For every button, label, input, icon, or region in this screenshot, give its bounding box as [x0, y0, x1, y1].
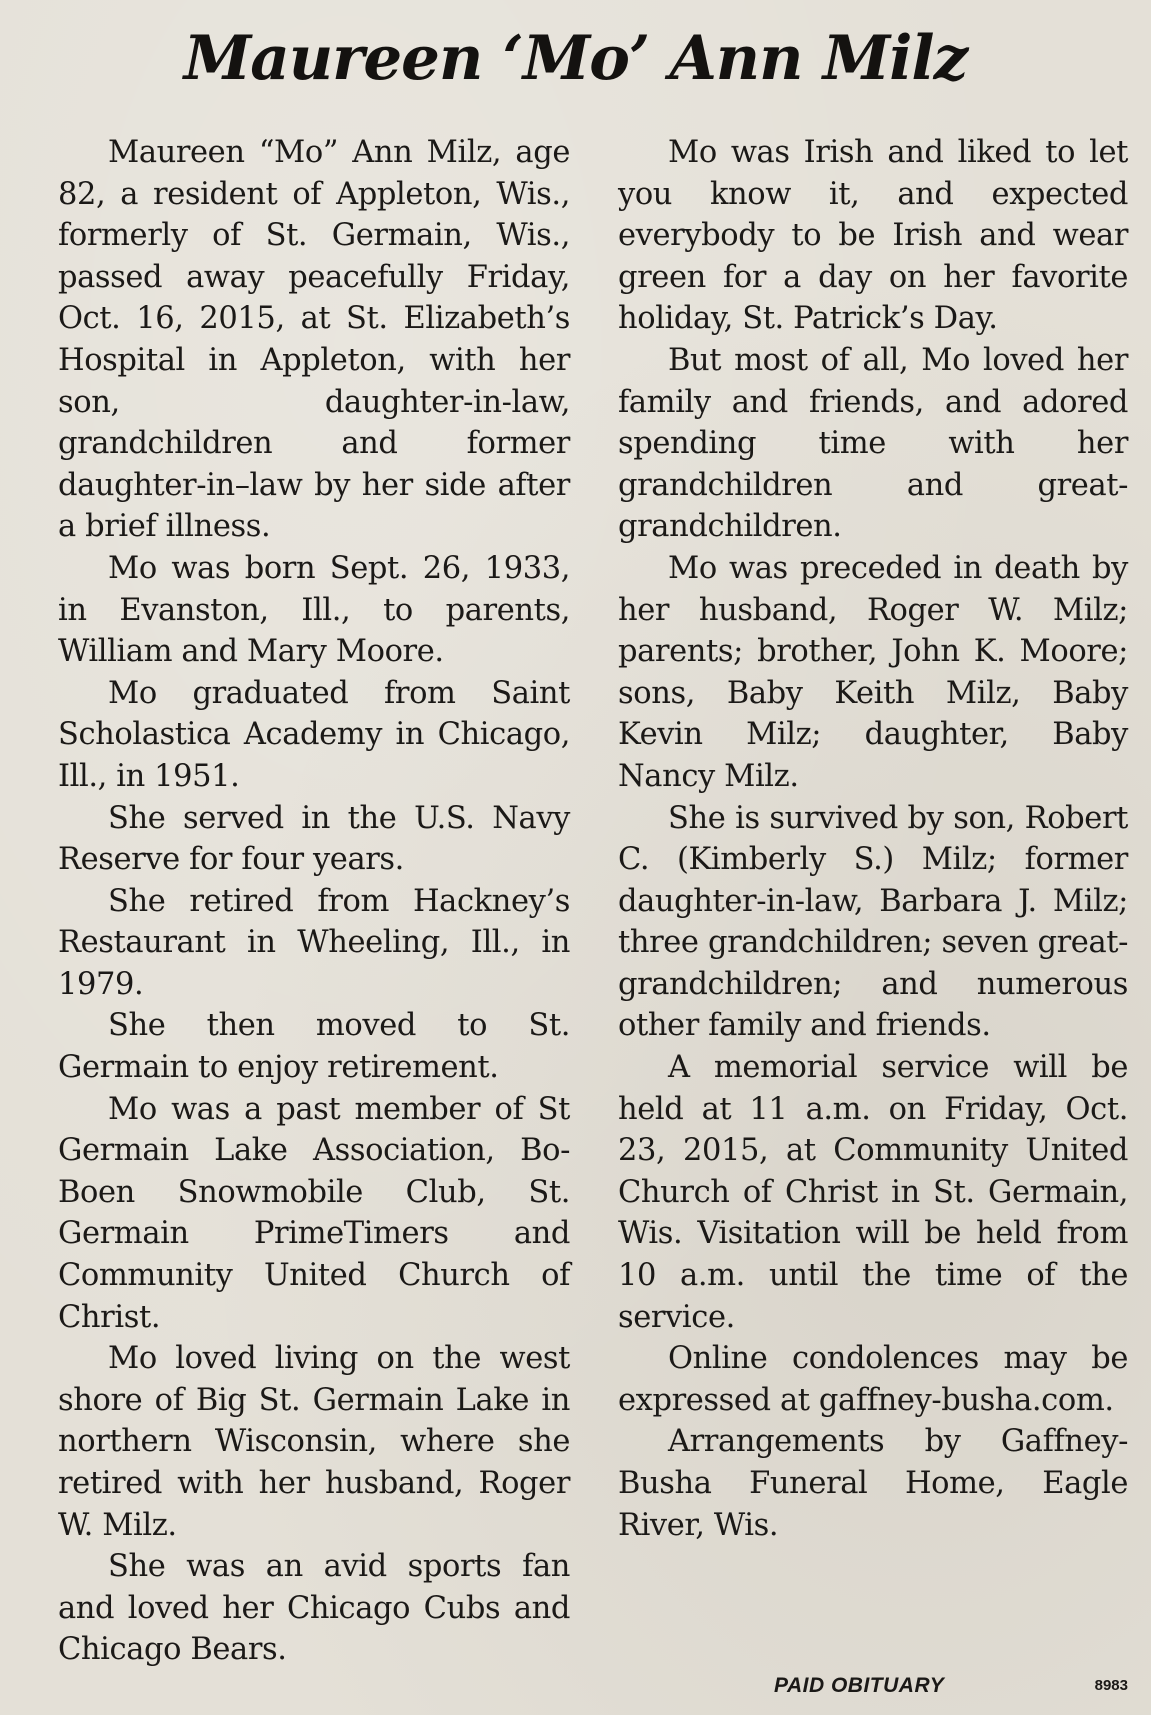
paragraph: A memorial service will be held at 11 a.m. on Friday, Oct. 23, 2015, at Community United Church of Christ in St. Germain, Wis. Visitation will be held from 10 a.m. until the time of the service. [618, 1050, 1128, 1335]
paragraph: Mo graduated from Saint Scholastica Academy in Chicago, Ill., in 1951. [58, 675, 570, 794]
paragraph: Mo was Irish and liked to let you know it, and expected everybody to be Irish and wear green for a day on her favorite holiday, St. Patrick’s Day. [618, 135, 1128, 337]
paragraph: She was an avid sports fan and loved her Chicago Cubs and Chicago Bears. [58, 1549, 570, 1668]
paid-obituary-label: PAID OBITUARY [774, 1674, 945, 1697]
paragraph: Mo loved living on the west shore of Big St. Germain Lake in northern Wisconsin, where she retired with her husband, Roger W. Milz. [58, 1341, 570, 1543]
paragraph: Online condolences may be expressed at gaffney-busha.com. [618, 1341, 1128, 1418]
paragraph: Maureen “Mo” Ann Milz, age 82, a resident of Appleton, Wis., formerly of St. Germain, Wis., passed away peacefully Friday, Oct. 16, 2015, at St. Elizabeth’s Hospital in Appleton, with her son, daughter-in-law, grandchildren and former daughter-in–law by her side after a brief illness. [58, 135, 570, 545]
right-column [618, 132, 1128, 1546]
obituary-headline: Maureen ‘Mo’ Ann Milz [183, 23, 968, 94]
left-column [58, 132, 570, 1671]
paragraph: Mo was preceded in death by her husband, Roger W. Milz; parents; brother, John K. Moore; sons, Baby Keith Milz, Baby Kevin Milz; daughter, Baby Nancy Milz. [618, 550, 1128, 794]
paragraph: Mo was born Sept. 26, 1933, in Evanston, Ill., to parents, William and Mary Moore. [58, 550, 570, 670]
paragraph: She served in the U.S. Navy Reserve for four years. [58, 800, 570, 878]
paragraph: She then moved to St. Germain to enjoy retirement. [58, 1008, 570, 1086]
paragraph: Mo was a past member of St Germain Lake Association, Bo-Boen Snowmobile Club, St. Germain PrimeTimers and Community United Church of Christ. [58, 1091, 570, 1335]
ad-number: 8983 [1094, 1677, 1128, 1694]
paragraph: Arrangements by Gaffney-Busha Funeral Home, Eagle River, Wis. [618, 1424, 1128, 1543]
paragraph: But most of all, Mo loved her family and friends, and adored spending time with her grandchildren and great-grandchildren. [618, 342, 1128, 545]
paragraph: She retired from Hackney’s Restaurant in Wheeling, Ill., in 1979. [58, 883, 570, 1002]
paragraph: She is survived by son, Robert C. (Kimberly S.) Milz; former daughter-in-law, Barbara J. Milz; three grandchildren; seven great-grandchildren; and numerous other family and friends. [618, 800, 1128, 1044]
obituary-footer [618, 1674, 1128, 1704]
